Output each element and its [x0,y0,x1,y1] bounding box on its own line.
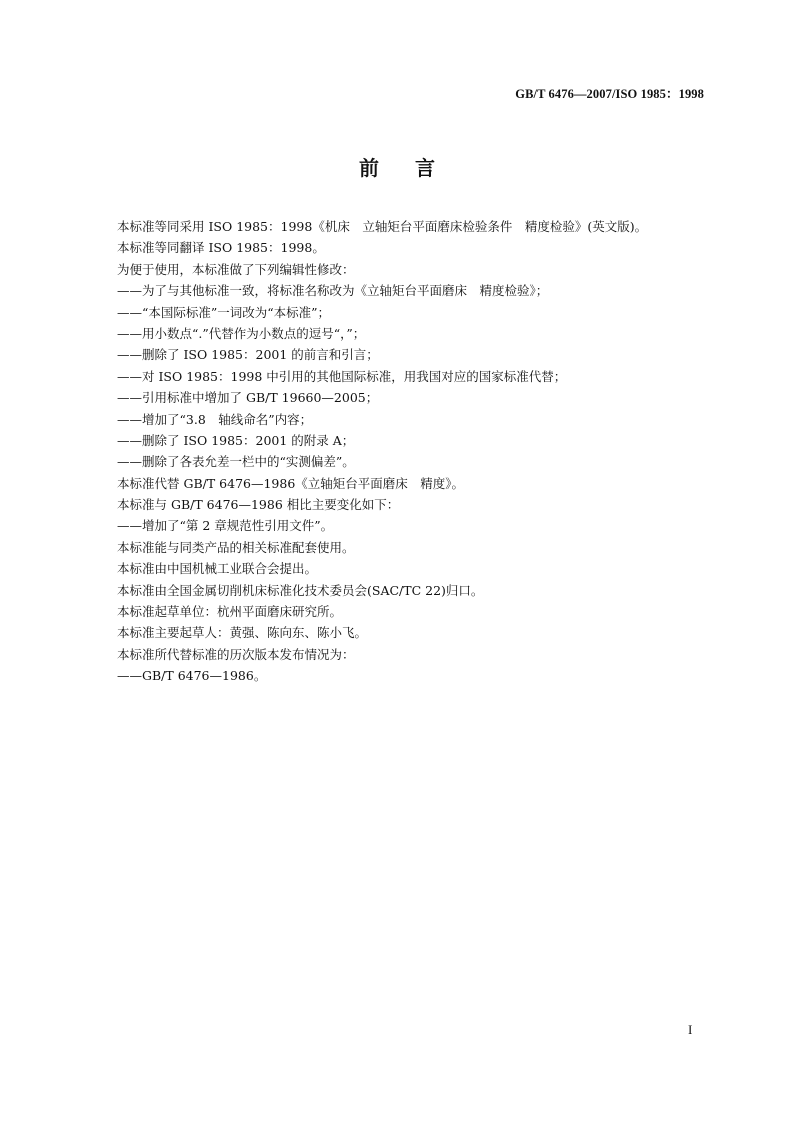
paragraph-line: 本标准代替 GB/T 6476—1986《立轴矩台平面磨床 精度》。 [117,475,465,491]
paragraph-line: 本标准由中国机械工业联合会提出。 [117,561,318,577]
list-item: ——“本国际标准”一词改为“本标准”； [117,304,331,320]
paragraph-line: 本标准所代替标准的历次版本发布情况为： [117,646,355,662]
foreword-body [117,216,717,687]
list-item: ——删除了 ISO 1985：2001 的附录 A； [117,432,355,448]
list-item: ——用小数点“.”代替作为小数点的逗号“，”； [117,325,366,341]
paragraph-line: 本标准由全国金属切削机床标准化技术委员会(SAC/TC 22)归口。 [117,582,484,598]
paragraph-line: 本标准等同采用 ISO 1985：1998《机床 立轴矩台平面磨床检验条件 精度检验》(英文版)。 [117,219,648,234]
list-item: ——对 ISO 1985：1998 中引用的其他国际标准，用我国对应的国家标准代替； [117,368,567,384]
paragraph-line: 本标准主要起草人：黄强、陈向东、陈小飞。 [117,625,368,641]
list-item: ——GB/T 6476—1986。 [117,668,267,684]
paragraph-line: 为便于使用，本标准做了下列编辑性修改： [117,261,355,277]
page-title: 前言 [359,156,471,180]
list-item: ——引用标准中增加了 GB/T 19660—2005； [117,390,379,406]
page-number: I [688,1022,693,1037]
list-item: ——删除了 ISO 1985：2001 的前言和引言； [117,347,379,363]
standard-code-header: GB/T 6476—2007/ISO 1985：1998 [515,87,704,101]
list-item: ——为了与其他标准一致，将标准名称改为《立轴矩台平面磨床 精度检验》； [117,283,549,299]
paragraph-line: 本标准与 GB/T 6476—1986 相比主要变化如下： [117,497,400,513]
list-item: ——增加了“3.8 轴线命名”内容； [117,411,313,427]
list-item: ——增加了“第 2 章规范性引用文件”。 [117,518,334,534]
paragraph-line: 本标准能与同类产品的相关标准配套使用。 [117,539,355,555]
list-item: ——删除了各表允差一栏中的“实测偏差”。 [117,454,355,470]
paragraph-line: 本标准起草单位：杭州平面磨床研究所。 [117,604,343,620]
paragraph-line: 本标准等同翻译 ISO 1985：1998。 [117,240,325,256]
